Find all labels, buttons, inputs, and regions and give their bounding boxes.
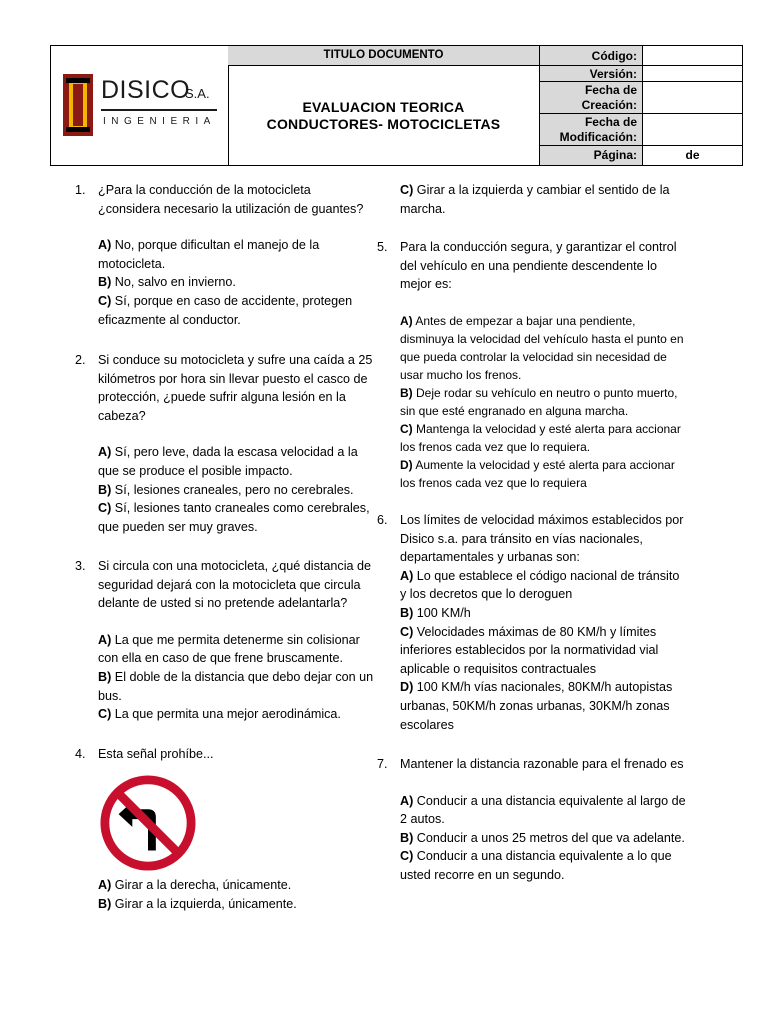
- option-letter: A): [400, 793, 414, 808]
- option-a: [98, 443, 380, 480]
- question-number: 2.: [75, 353, 86, 367]
- question-2: [75, 351, 380, 536]
- option-letter: D): [400, 457, 413, 472]
- option-text: Sí, porque en caso de accidente, protegen eficazmente al conductor.: [98, 293, 353, 327]
- question-text: Para la conducción segura, y garantizar el control del vehículo en una pendiente descendente lo mejor es:: [400, 240, 677, 292]
- option-b: [98, 481, 380, 500]
- document-title: [228, 66, 540, 165]
- option-c: [400, 181, 682, 218]
- fecha-mod-line1: Fecha de: [584, 115, 637, 129]
- logo-sa: S.A.: [185, 86, 210, 101]
- document-title-line1: EVALUACION TEORICA: [302, 98, 465, 115]
- question-number: 4.: [75, 747, 86, 761]
- question-5: [377, 238, 687, 492]
- version-label: Versión:: [540, 66, 643, 82]
- option-text: No, porque dificultan el manejo de la motocicleta.: [98, 238, 320, 271]
- fecha-creacion-line1: Fecha de: [584, 83, 637, 97]
- option-letter: A): [400, 313, 413, 328]
- option-b: [98, 895, 375, 914]
- option-letter: B): [400, 605, 414, 620]
- option-text: Sí, lesiones tanto craneales como cerebrales, que pueden ser muy graves.: [98, 501, 370, 534]
- fecha-creacion-label: [540, 82, 643, 114]
- fecha-modificacion-value: [643, 114, 742, 146]
- question-text: Mantener la distancia razonable para el frenado es: [400, 757, 684, 771]
- document-title-line2: CONDUCTORES- MOTOCICLETAS: [266, 115, 501, 132]
- question-number: 7.: [377, 757, 388, 771]
- question-4-options: [75, 876, 375, 913]
- question-text: Esta señal prohíbe...: [98, 747, 214, 761]
- option-text: 100 KM/h: [413, 605, 471, 620]
- fecha-creacion-value: [643, 82, 742, 114]
- option-c: [400, 420, 687, 456]
- pagina-label: Página:: [540, 146, 643, 165]
- option-c: [400, 623, 687, 679]
- option-text: Lo que establece el código nacional de tránsito y los decretos que lo deroguen: [400, 568, 680, 602]
- option-c: [98, 705, 380, 724]
- option-text: 100 KM/h vías nacionales, 80KM/h autopistas urbanas, 50KM/h zonas urbanas, 30KM/h zonas escolares: [400, 680, 673, 732]
- option-b: [400, 829, 687, 848]
- no-left-turn-icon: [99, 774, 197, 872]
- option-letter: B): [98, 896, 112, 911]
- question-text: ¿Para la conducción de la motocicleta ¿considera necesario la utilización de guantes?: [98, 183, 364, 216]
- option-d: [400, 678, 687, 734]
- codigo-label: Código:: [540, 46, 643, 66]
- option-letter: D): [400, 680, 414, 695]
- option-c: [98, 292, 375, 329]
- question-text: Si conduce su motocicleta y sufre una caída a 25 kilómetros por hora sin llevar puesto el casco de protección, ¿puede sufrir alguna lesión en la cabeza?: [98, 353, 373, 423]
- option-letter: C): [400, 849, 414, 864]
- option-b: [400, 604, 687, 623]
- codigo-value: [643, 46, 742, 66]
- option-letter: C): [98, 501, 112, 516]
- question-3: [75, 557, 380, 724]
- option-b: [400, 384, 687, 420]
- option-letter: B): [98, 482, 112, 497]
- question-number: 5.: [377, 240, 388, 254]
- version-value: [643, 66, 742, 82]
- option-letter: B): [98, 275, 112, 290]
- option-text: Conducir a una distancia equivalente al largo de 2 autos.: [400, 793, 686, 827]
- option-letter: B): [98, 669, 112, 684]
- option-text: Deje rodar su vehículo en neutro o punto muerto, sin que esté engranado en alguna marcha.: [400, 385, 678, 418]
- pagina-value: de: [685, 148, 700, 162]
- option-letter: A): [98, 445, 112, 460]
- option-text: Girar a la derecha, únicamente.: [111, 878, 292, 892]
- option-text: Girar a la izquierda y cambiar el sentido de la marcha.: [400, 183, 670, 216]
- titulo-documento-label: TITULO DOCUMENTO: [228, 46, 540, 66]
- option-letter: A): [400, 568, 414, 583]
- logo-name: DISICO: [101, 76, 191, 104]
- option-text: Velocidades máximas de 80 KM/h y límites inferiores establecidos por la normatividad vial aplicable o requisitos contractuales: [400, 624, 659, 676]
- option-letter: A): [98, 238, 112, 253]
- option-letter: A): [98, 878, 112, 892]
- question-4-option-c: [377, 181, 682, 218]
- fecha-creacion-line2: Creación:: [581, 98, 637, 112]
- question-6: [377, 511, 687, 734]
- option-a: [98, 876, 375, 895]
- option-letter: B): [400, 830, 414, 845]
- fecha-modificacion-label: [540, 114, 643, 146]
- option-text: Sí, lesiones craneales, pero no cerebrales.: [111, 482, 354, 497]
- option-letter: A): [98, 632, 112, 647]
- company-logo: [51, 46, 229, 165]
- option-text: Aumente la velocidad y esté alerta para accionar los frenos cada vez que lo requiera: [400, 457, 675, 490]
- option-b: [98, 273, 375, 292]
- option-a: [98, 631, 380, 668]
- option-letter: C): [400, 421, 413, 436]
- option-letter: C): [400, 183, 414, 197]
- option-letter: C): [400, 624, 414, 639]
- question-1: [75, 181, 375, 329]
- option-text: Sí, pero leve, dada la escasa velocidad a la que se produce el posible impacto.: [98, 445, 358, 478]
- option-letter: B): [400, 385, 413, 400]
- option-d: [400, 456, 687, 492]
- question-text: Los límites de velocidad máximos establecidos por Disico s.a. para tránsito en vías nacionales, departamentales y urbanas son:: [400, 513, 684, 565]
- option-text: Mantenga la velocidad y esté alerta para accionar los frenos cada vez que lo requiera.: [400, 421, 681, 454]
- option-letter: C): [98, 293, 112, 308]
- option-c: [400, 847, 687, 884]
- question-text: Si circula con una motocicleta, ¿qué distancia de seguridad dejará con la motocicleta que circula delante de usted si no pretende adelantarla?: [98, 559, 372, 611]
- option-text: Girar a la izquierda, únicamente.: [111, 896, 297, 911]
- option-a: [400, 312, 687, 384]
- option-a: [400, 567, 687, 604]
- option-text: Conducir a una distancia equivalente a lo que usted recorre en un segundo.: [400, 849, 672, 882]
- question-number: 1.: [75, 183, 86, 197]
- disico-logo-icon: [63, 74, 93, 136]
- option-text: Conducir a unos 25 metros del que va adelante.: [413, 830, 685, 845]
- option-text: La que me permita detenerme sin colisionar con ella en caso de que frene bruscamente.: [98, 632, 360, 666]
- option-c: [98, 499, 380, 536]
- option-a: [400, 792, 687, 829]
- option-text: Antes de empezar a bajar una pendiente, disminuya la velocidad del vehículo hasta el punto en que pueda controlar la velocidad sin necesidad de usar mucho los frenos.: [400, 313, 684, 382]
- option-text: La que permita una mejor aerodinámica.: [111, 707, 341, 722]
- question-number: 6.: [377, 513, 388, 527]
- option-text: El doble de la distancia que debo dejar con un bus.: [98, 669, 374, 703]
- option-letter: C): [98, 707, 112, 722]
- question-4: [75, 745, 375, 764]
- question-number: 3.: [75, 559, 86, 573]
- document-header-table: [50, 45, 743, 166]
- option-b: [98, 668, 380, 705]
- logo-divider: [101, 109, 217, 111]
- option-text: No, salvo en invierno.: [111, 275, 236, 290]
- logo-subtitle: INGENIERIA: [103, 116, 216, 127]
- option-a: [98, 236, 375, 273]
- fecha-mod-line2: Modificación:: [559, 130, 637, 144]
- question-7: [377, 755, 687, 885]
